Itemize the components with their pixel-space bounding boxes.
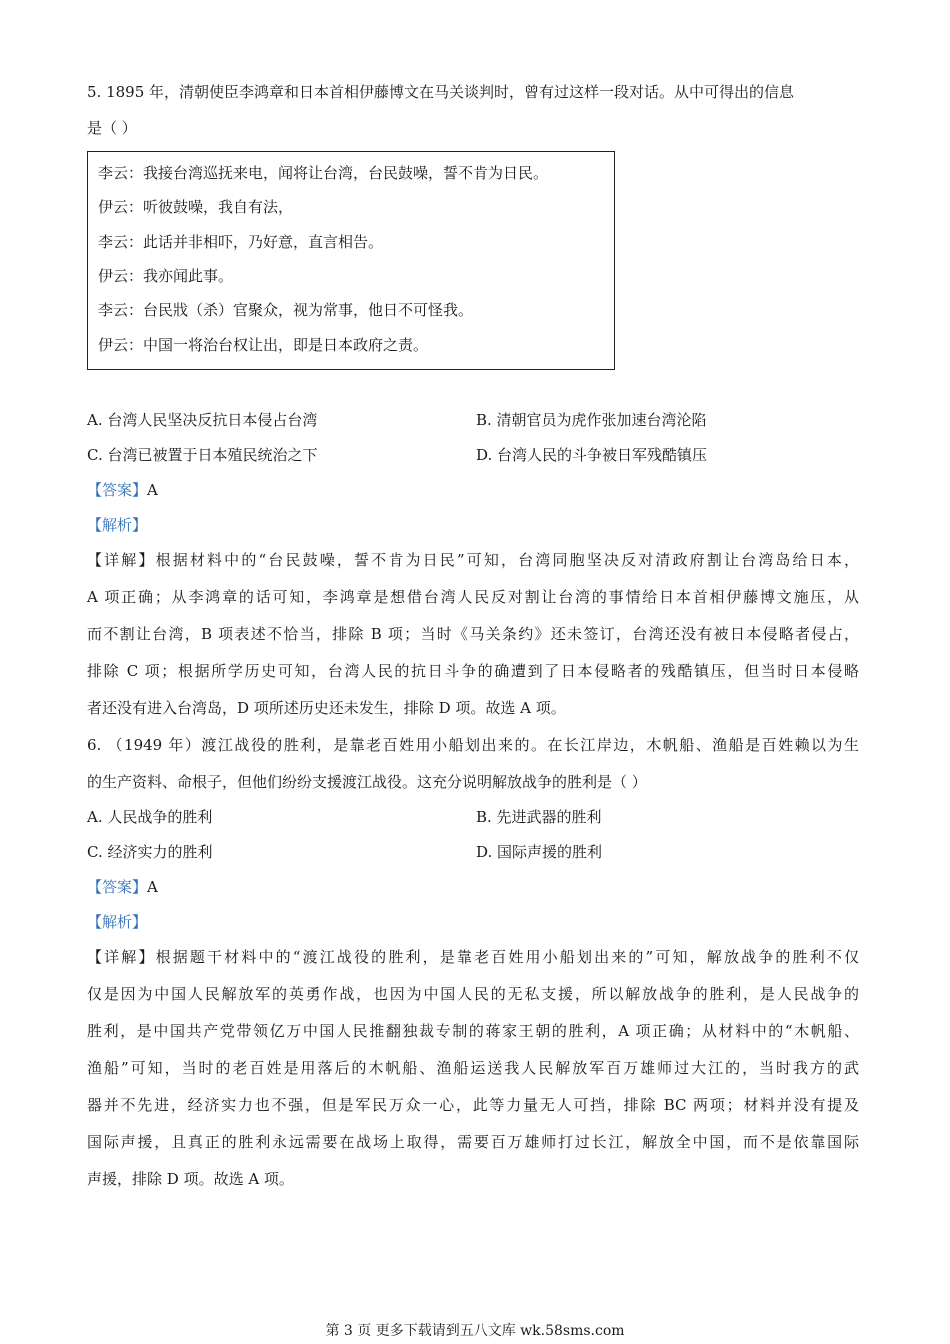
q5-option-c: C. 台湾已被置于日本殖民统治之下 bbox=[87, 446, 318, 464]
q5-answer bbox=[87, 480, 158, 500]
q5-answer-tag: 【答案】 bbox=[87, 481, 148, 499]
q5-dialogue-line: 伊云：听彼鼓噪，我自有法， bbox=[98, 198, 294, 216]
q5-stem-line-1: 5. 1895 年，清朝使臣李鸿章和日本首相伊藤博文在马关谈判时，曾有过这样一段对话。从中可得出的信息 bbox=[87, 83, 795, 101]
q5-dialogue-line: 李云：我接台湾巡抚来电，闻将让台湾，台民鼓噪，誓不肯为日民。 bbox=[98, 164, 549, 182]
q6-detail-line-7: 声援，排除 D 项。故选 A 项。 bbox=[87, 1170, 294, 1188]
q6-detail-line-6: 国际声援，且真正的胜利永远需要在战场上取得，需要百万雄师打过长江，解放全中国，而不是依靠国际 bbox=[87, 1133, 859, 1151]
q5-dialogue-line: 伊云：我亦闻此事。 bbox=[98, 267, 234, 285]
q6-answer-tag: 【答案】 bbox=[87, 878, 148, 896]
q5-dialogue-box bbox=[87, 151, 615, 370]
q5-option-d: D. 台湾人民的斗争被日军残酷镇压 bbox=[476, 446, 708, 464]
q6-analysis-tag: 【解析】 bbox=[87, 913, 148, 931]
q6-stem-line-1: 6. （1949 年）渡江战役的胜利，是靠老百姓用小船划出来的。在长江岸边，木帆船、渔船是百姓赖以为生 bbox=[87, 736, 859, 754]
q6-answer-value: A bbox=[147, 878, 158, 896]
q6-detail-line-4: 渔船”可知，当时的老百姓是用落后的木帆船、渔船运送我人民解放军百万雄师过大江的，当时我方的武 bbox=[87, 1059, 859, 1077]
q6-detail-line-2: 仅是因为中国人民解放军的英勇作战，也因为中国人民的无私支援，所以解放战争的胜利，是人民战争的 bbox=[87, 985, 859, 1003]
q6-answer bbox=[87, 877, 158, 897]
q6-option-a: A. 人民战争的胜利 bbox=[87, 808, 213, 826]
q5-detail-text: 根据材料中的“台民鼓噪，誓不肯为日民”可知，台湾同胞坚决反对清政府割让台湾岛给日本， bbox=[155, 551, 859, 569]
q6-detail-text: 根据题干材料中的“渡江战役的胜利，是靠老百姓用小船划出来的”可知，解放战争的胜利不仅 bbox=[155, 948, 859, 966]
q6-detail-line-3: 胜利，是中国共产党带领亿万中国人民推翻独裁专制的蒋家王朝的胜利，A 项正确；从材料中的“木帆船、 bbox=[87, 1022, 859, 1040]
q5-dialogue-line: 李云：台民戕（杀）官聚众，视为常事，他日不可怪我。 bbox=[98, 301, 474, 319]
q5-stem-line-2: 是（ ） bbox=[87, 119, 137, 137]
q6-detail-line-1 bbox=[87, 947, 859, 967]
q6-option-c: C. 经济实力的胜利 bbox=[87, 843, 213, 861]
q6-detail-tag: 【详解】 bbox=[87, 948, 156, 966]
q5-answer-value: A bbox=[147, 481, 158, 499]
q5-detail-line-1 bbox=[87, 550, 859, 570]
q5-analysis-tag: 【解析】 bbox=[87, 516, 148, 534]
q5-detail-line-5: 者还没有进入台湾岛，D 项所述历史还未发生，排除 D 项。故选 A 项。 bbox=[87, 699, 566, 717]
q5-detail-line-3: 而不割让台湾，B 项表述不恰当，排除 B 项；当时《马关条约》还未签订，台湾还没有被日本侵略者侵占， bbox=[87, 625, 859, 643]
q6-stem-line-2: 的生产资料、命根子，但他们纷纷支援渡江战役。这充分说明解放战争的胜利是（ ） bbox=[87, 773, 647, 791]
q5-dialogue-line: 李云：此话并非相吓，乃好意，直言相告。 bbox=[98, 233, 384, 251]
q5-dialogue-line: 伊云：中国一将治台权让出，即是日本政府之责。 bbox=[98, 336, 429, 354]
q5-option-b: B. 清朝官员为虎作张加速台湾沦陷 bbox=[476, 411, 707, 429]
q6-option-b: B. 先进武器的胜利 bbox=[476, 808, 602, 826]
q6-option-d: D. 国际声援的胜利 bbox=[476, 843, 603, 861]
q5-detail-tag: 【详解】 bbox=[87, 551, 156, 569]
q5-detail-line-4: 排除 C 项；根据所学历史可知，台湾人民的抗日斗争的确遭到了日本侵略者的残酷镇压，但当时日本侵略 bbox=[87, 662, 859, 680]
q5-detail-line-2: A 项正确；从李鸿章的话可知，李鸿章是想借台湾人民反对割让台湾的事情给日本首相伊藤博文施压，从 bbox=[87, 588, 859, 606]
q5-option-a: A. 台湾人民坚决反抗日本侵占台湾 bbox=[87, 411, 318, 429]
q6-detail-line-5: 器并不先进，经济实力也不强，但是军民万众一心，此等力量无人可挡，排除 BC 两项；材料并没有提及 bbox=[87, 1096, 859, 1114]
page-footer: 第 3 页 更多下载请到五八文库 wk.58sms.com bbox=[325, 1323, 625, 1339]
